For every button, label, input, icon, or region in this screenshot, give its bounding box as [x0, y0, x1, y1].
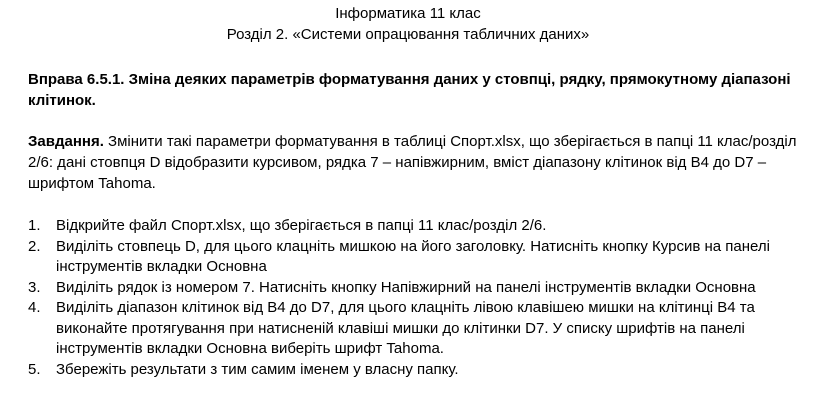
subject-header: Інформатика 11 клас: [335, 5, 481, 22]
exercise-title: Вправа 6.5.1. Зміна деяких параметрів форматування даних у стовпці, рядку, прямокутному діапазоні клітинок.: [28, 71, 791, 109]
list-item: [28, 216, 803, 237]
step-number: 4.: [28, 299, 41, 316]
section-header: Розділ 2. «Системи опрацювання табличних даних»: [226, 26, 590, 43]
step-text: Виділіть рядок із номером 7. Натисніть кнопку Напівжирний на панелі інструментів вкладки Основна: [56, 278, 756, 296]
task-paragraph: [28, 131, 798, 194]
list-item: [28, 360, 803, 381]
list-item: [28, 237, 803, 278]
list-item: [28, 278, 803, 299]
steps-list: [28, 216, 803, 380]
step-text: Збережіть результати з тим самим іменем у власну папку.: [56, 360, 459, 378]
step-number: 3.: [28, 278, 41, 296]
step-number: 5.: [28, 360, 41, 378]
step-number: 2.: [28, 237, 41, 255]
task-text: Змінити такі параметри форматування в таблиці Спорт.xlsx, що зберігається в папці 11 клас/розділ 2/6: дані стовпця D відобразити курсивом, рядка 7 – напівжирним, вміст діапазону клітинок від B4 до D7 – шрифтом Tahoma.: [28, 133, 797, 192]
step-text: Виділіть стовпець D, для цього клацніть мишкою на його заголовку. Натисніть кнопку Курсив на панелі інструментів вкладки Основна: [56, 237, 770, 275]
step-text: Виділіть діапазон клітинок від B4 до D7, для цього клацніть лівою клавішею мишки на клітинці B4 та виконайте протягування при натисненій клавіші мишки до клітинки D7. У списку шрифтів на панелі інструментів вкладки Основна виберіть шрифт Tahoma.: [56, 299, 755, 357]
task-label: Завдання.: [28, 133, 104, 150]
list-item: [28, 298, 803, 360]
step-number: 1.: [28, 217, 41, 234]
step-text: Відкрийте файл Спорт.xlsx, що зберігається в папці 11 клас/розділ 2/6.: [56, 217, 547, 234]
